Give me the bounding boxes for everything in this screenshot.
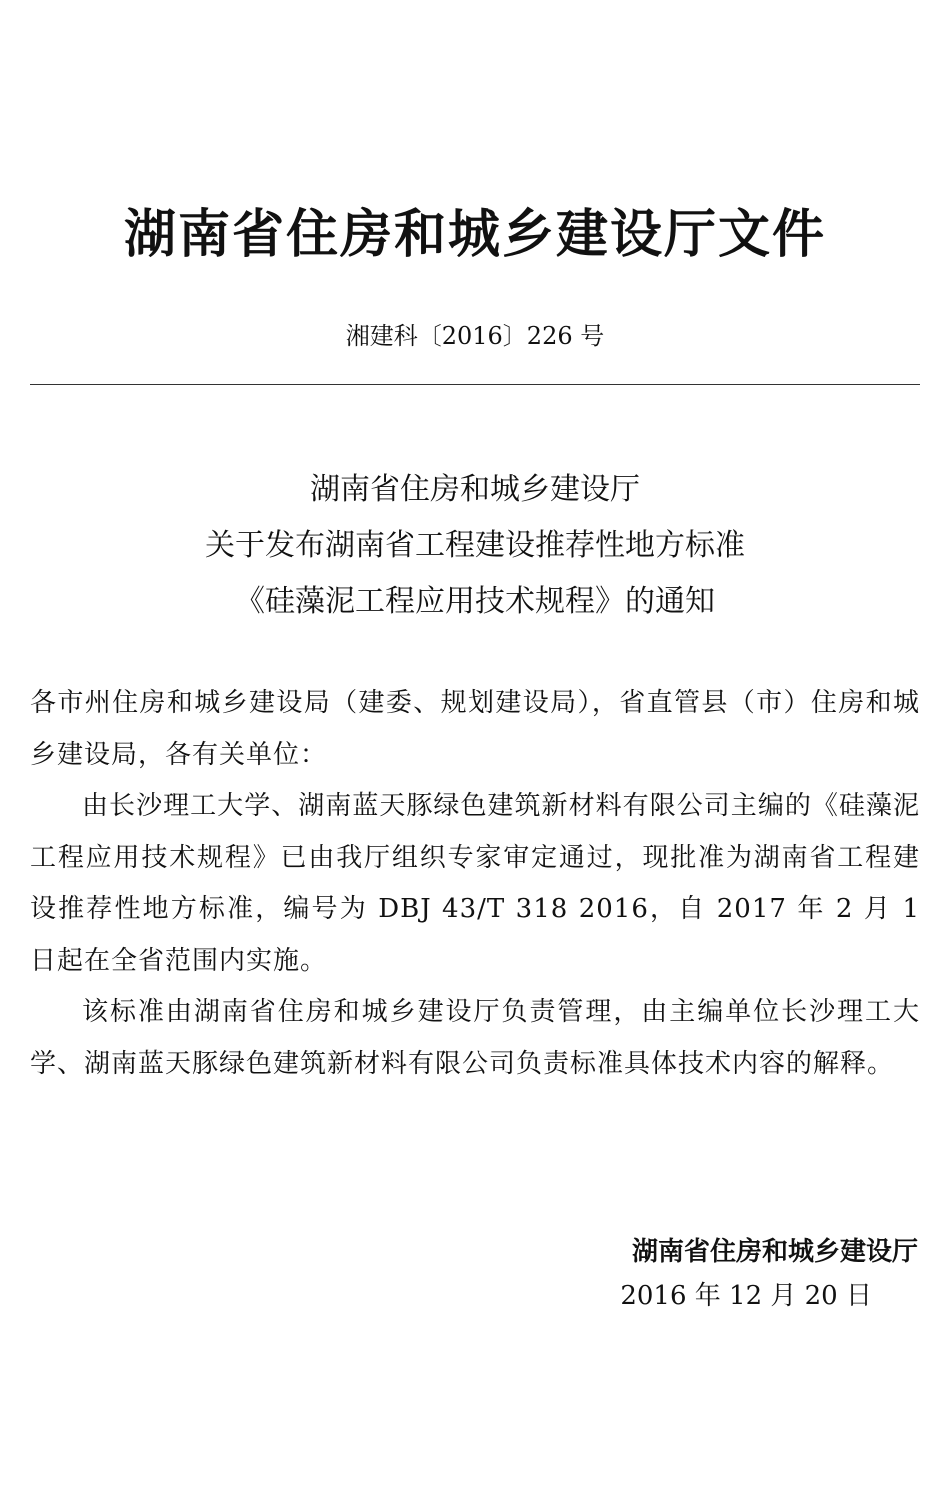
notice-title-line: 《硅藻泥工程应用技术规程》的通知 bbox=[235, 584, 715, 619]
document-number: 湘建科〔2016〕226 号 bbox=[345, 322, 605, 350]
notice-title bbox=[0, 462, 950, 630]
signature-organization: 湖南省住房和城乡建设厅 bbox=[631, 1237, 918, 1267]
signature-date: 2016 年 12 月 20 日 bbox=[620, 1281, 872, 1311]
notice-body bbox=[30, 678, 920, 1090]
body-paragraph: 由长沙理工大学、湖南蓝天豚绿色建筑新材料有限公司主编的《硅藻泥工程应用技术规程》已由我厅组织专家审定通过，现批准为湖南省工程建设推荐性地方标准，编号为 DBJ 43/T 318 2016，自 2017 年 2 月 1 日起在全省范围内实施。 bbox=[30, 791, 920, 976]
signature-block bbox=[518, 1230, 918, 1318]
document-header: 湖南省住房和城乡建设厅文件 bbox=[123, 205, 826, 265]
header-divider bbox=[30, 384, 920, 385]
body-paragraph: 该标准由湖南省住房和城乡建设厅负责管理，由主编单位长沙理工大学、湖南蓝天豚绿色建筑新材料有限公司负责标准具体技术内容的解释。 bbox=[30, 997, 920, 1079]
notice-title-line: 湖南省住房和城乡建设厅 bbox=[310, 472, 640, 507]
salutation: 各市州住房和城乡建设局（建委、规划建设局），省直管县（市）住房和城乡建设局，各有关单位： bbox=[30, 688, 920, 770]
notice-title-line: 关于发布湖南省工程建设推荐性地方标准 bbox=[205, 528, 745, 563]
